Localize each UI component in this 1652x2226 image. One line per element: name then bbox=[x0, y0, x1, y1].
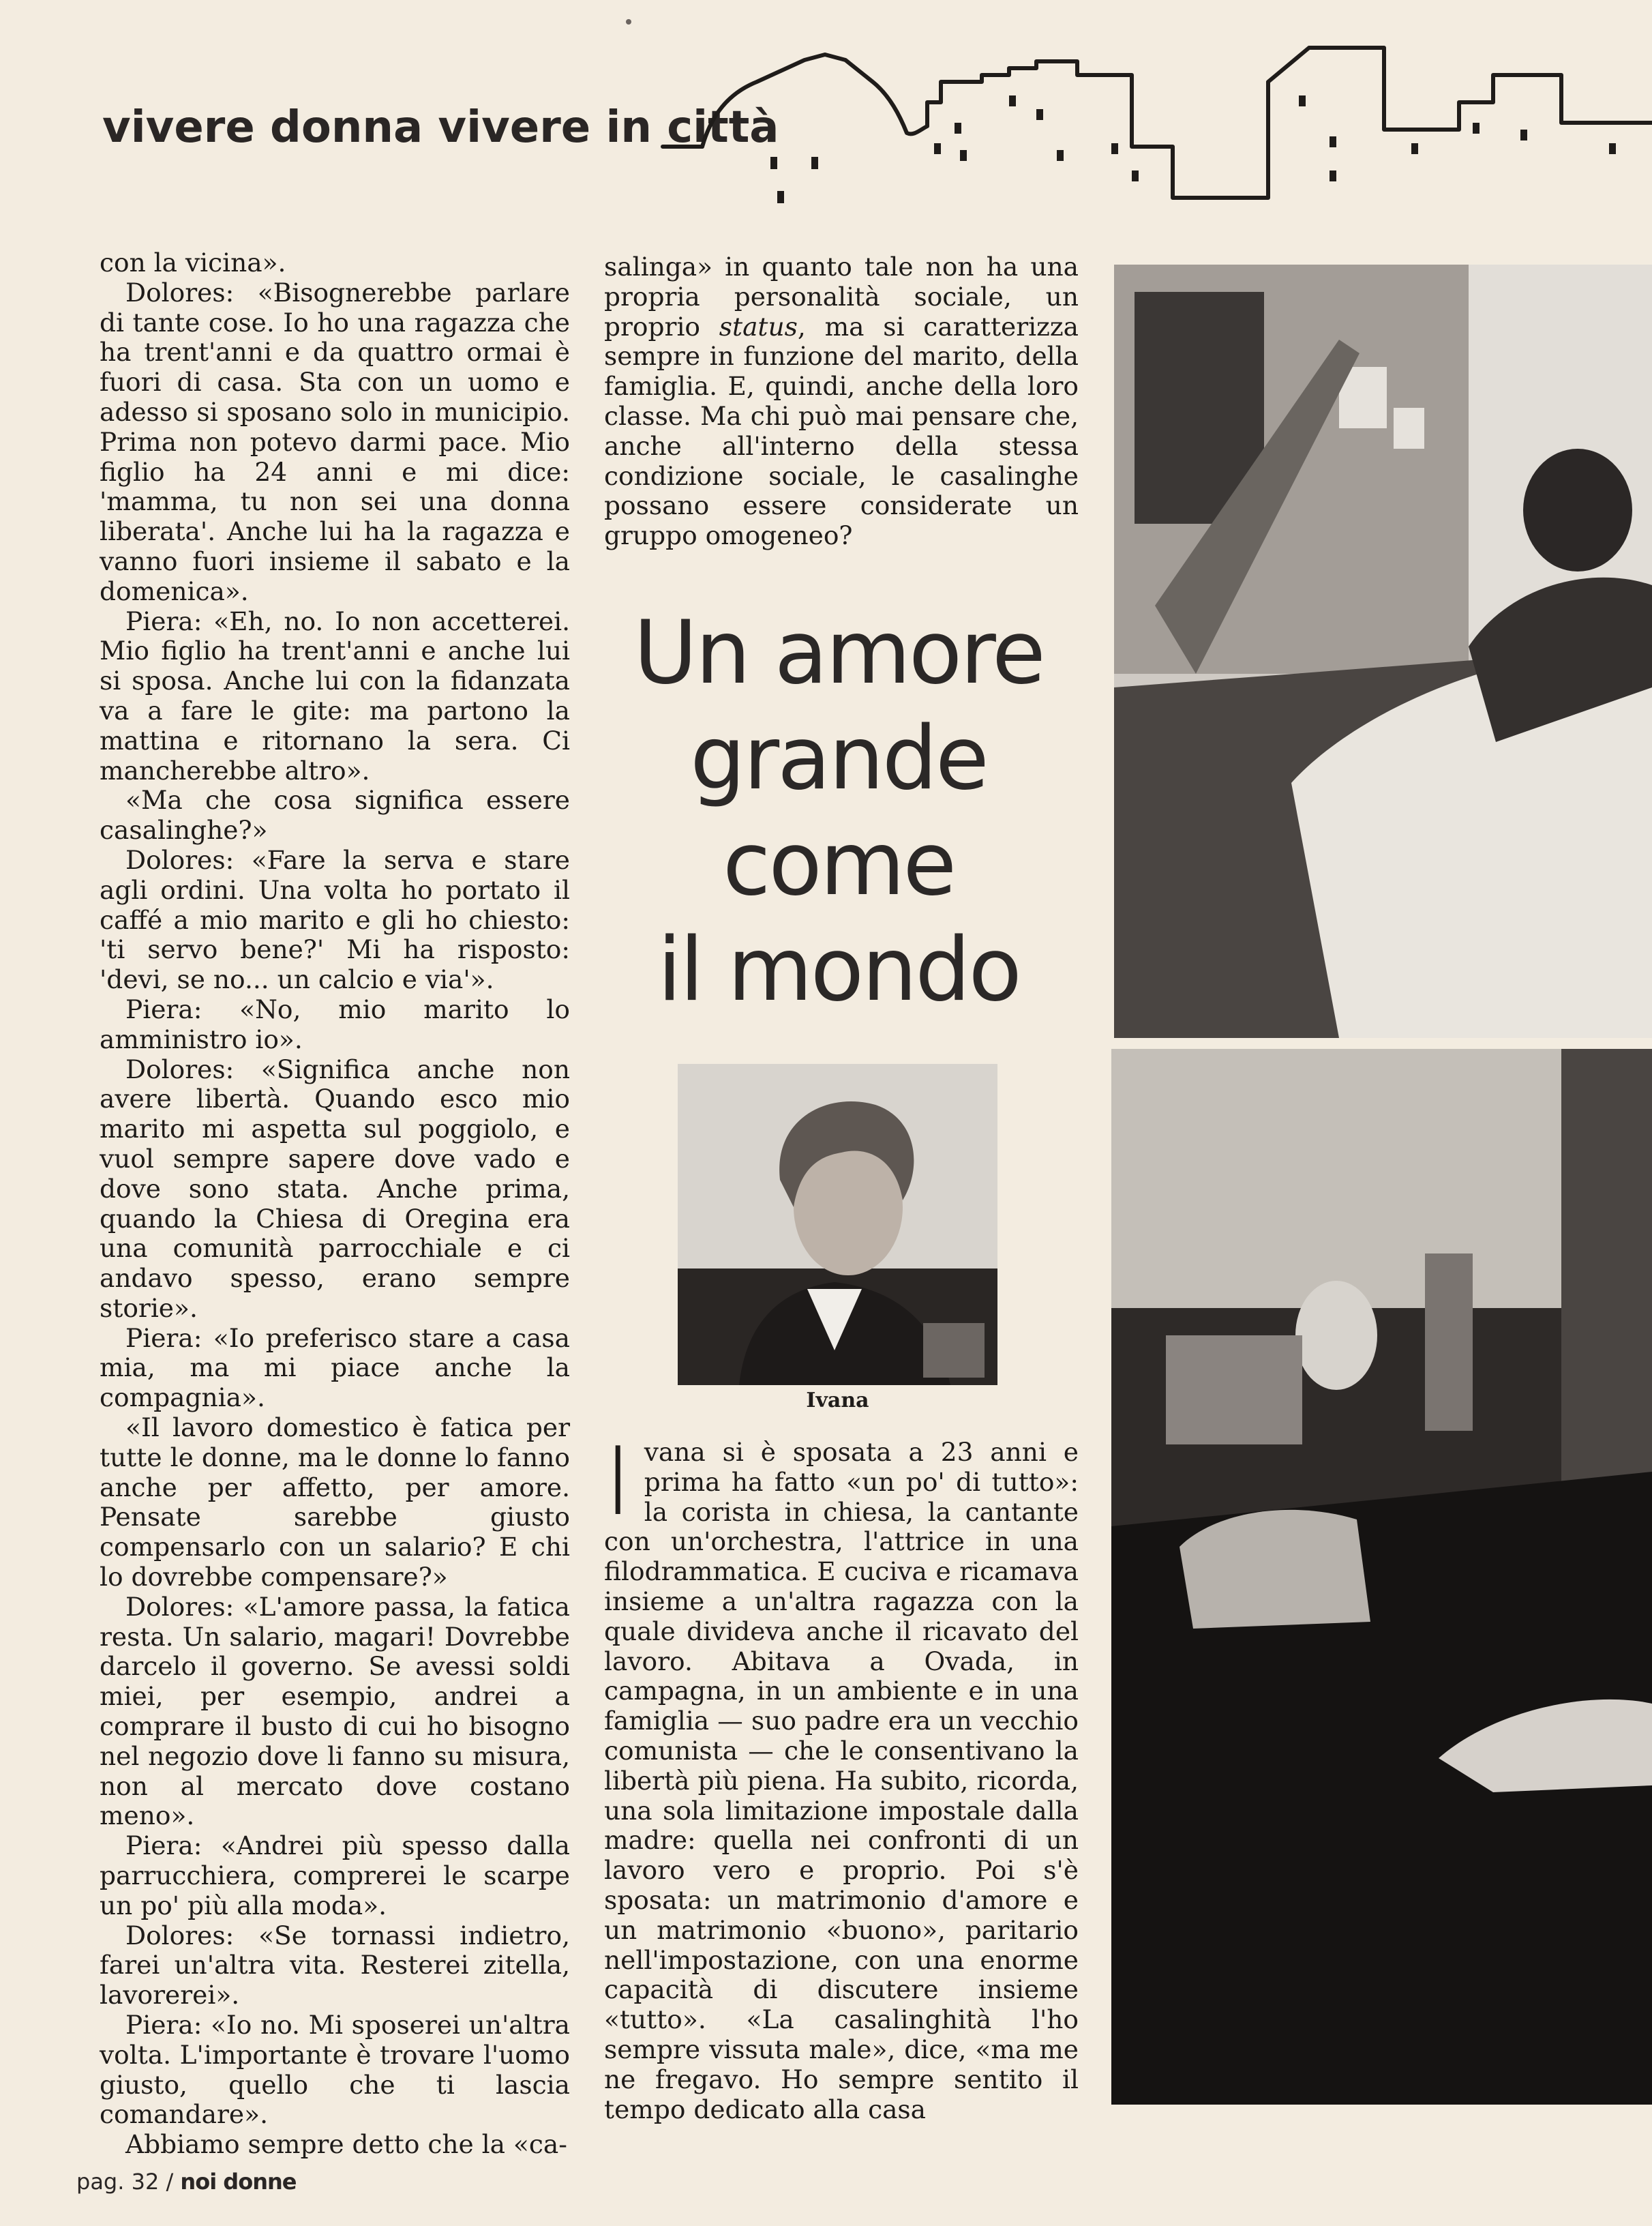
paragraph: «Il lavoro domestico è fatica per tutte le donne, ma le donne lo fanno anche per affetto, per amore. Pensate sarebbe giusto compensarlo con un salario? E chi lo dovrebbe compensare?» bbox=[100, 1412, 570, 1592]
photo-caption: Ivana bbox=[806, 1389, 869, 1412]
paragraph: Dolores: «L'amore passa, la fatica resta. Un salario, magari! Dovrebbe darcelo il governo. Se avessi soldi miei, per esempio, andrei a comprare il busto di cui ho bisogno nel negozio dove li fanno su misura, non al mercato dove costano meno». bbox=[100, 1591, 570, 1831]
paragraph: Piera: «Io preferisco stare a casa mia, ma mi piace anche la compagnia». bbox=[100, 1322, 570, 1413]
page-number: pag. 32 / bbox=[76, 2169, 174, 2195]
city-skyline-illustration bbox=[655, 27, 1652, 225]
headline-line: come bbox=[722, 814, 955, 915]
headline-line: grande bbox=[690, 708, 987, 810]
paragraph bbox=[604, 252, 1079, 551]
headline-line: Un amore bbox=[633, 602, 1044, 704]
paragraph: Piera: «Andrei più spesso dalla parrucchiera, comprerei le scarpe un po' più alla moda». bbox=[100, 1830, 570, 1920]
page-footer bbox=[76, 2169, 296, 2195]
ivana-portrait-photo bbox=[678, 1064, 997, 1385]
text-run: salinga» in quanto tale non ha una propria personalità sociale, un proprio bbox=[604, 252, 1079, 342]
article-column-middle-bottom bbox=[604, 1427, 1079, 2124]
paragraph: «Ma che cosa significa essere casalinghe?» bbox=[100, 785, 570, 846]
section-rubric: vivere donna vivere in città bbox=[102, 102, 779, 153]
article-column-left bbox=[100, 248, 570, 2160]
paragraph: Dolores: «Bisognerebbe parlare di tante cose. Io ho una ragazza che ha trent'anni e da quattro ormai è fuori di casa. Sta con un uomo e adesso si sposano solo in municipio. Prima non potevo darmi pace. Mio figlio ha 24 anni e mi dice: 'mamma, tu non sei una donna liberata'. Anche lui ha la ragazza e vanno fuori insieme il sabato e la domenica». bbox=[100, 277, 570, 606]
italic-term: status bbox=[719, 311, 798, 342]
paragraph: Piera: «Eh, no. Io non accetterei. Mio figlio ha trent'anni e anche lui si sposa. Anche lui con la fidanzata va a fare le gite: ma partono la mattina e ritornano la sera. Ci mancherebbe altro». bbox=[100, 606, 570, 786]
print-mark bbox=[626, 19, 631, 25]
paragraph: vana si è sposata a 23 anni e prima ha fatto «un po' di tutto»: la corista in chiesa, la cantante con un'orchestra, l'attrice in una filodrammatica. E cuciva e ricamava insieme a un'altra ragazza con la quale divideva anche il ricavato del lavoro. Abitava a Ovada, in campagna, in un ambiente e in una famiglia — suo padre era un vecchio comunista — che le consentivano la libertà più piena. Ha subito, ricorda, una sola limitazione impostale dalla madre: quella nei confronti di un lavoro vero e proprio. Poi s'è sposata: un matrimonio d'amore e un matrimonio «buono», paritario nell'impostazione, con una enorme capacità di discutere insieme «tutto». «La casalinghità l'ho sempre vissuta male», dice, «ma me ne fregavo. Ho sempre sentito il tempo dedicato alla casa bbox=[604, 1437, 1079, 2124]
text-run: , ma si caratterizza sempre in funzione del marito, della famiglia. E, quindi, anche della loro classe. Ma chi può mai pensare che, anche all'interno della stessa condizione sociale, le casalinghe possano essere considerate un gruppo omogeneo? bbox=[604, 311, 1079, 551]
article-column-middle-top bbox=[604, 252, 1079, 551]
paragraph: Dolores: «Se tornassi indietro, farei un'altra vita. Resterei zitella, lavorerei». bbox=[100, 1920, 570, 2010]
paragraph: Abbiamo sempre detto che la «ca- bbox=[125, 2129, 567, 2160]
paragraph: con la vicina». bbox=[100, 248, 286, 278]
headline-line: il mondo bbox=[657, 919, 1020, 1021]
magazine-brand: noi donne bbox=[180, 2169, 297, 2195]
paragraph: Piera: «No, mio marito lo amministro io». bbox=[100, 994, 570, 1054]
paragraph: Piera: «Io no. Mi sposerei un'altra volta. L'importante è trovare l'uomo giusto, quello che ti lascia comandare». bbox=[100, 2010, 570, 2130]
paragraph: Dolores: «Significa anche non avere libertà. Quando esco mio marito mi aspetta sul poggiolo, e vuol sempre sapere dove vado e dove sono stata. Anche prima, quando la Chiesa di Oregina era una comunità parrocchiale e ci andavo spesso, erano sempre storie». bbox=[100, 1054, 570, 1323]
bedroom-photo bbox=[1114, 265, 1652, 1038]
article-headline bbox=[600, 600, 1077, 1023]
kitchen-photo bbox=[1111, 1049, 1652, 2105]
drop-cap: I bbox=[604, 1427, 632, 1537]
paragraph: Dolores: «Fare la serva e stare agli ordini. Una volta ho portato il caffé a mio marito e gli ho chiesto: 'ti servo bene?' Mi ha risposto: 'devi, se no... un calcio e via'». bbox=[100, 844, 570, 995]
